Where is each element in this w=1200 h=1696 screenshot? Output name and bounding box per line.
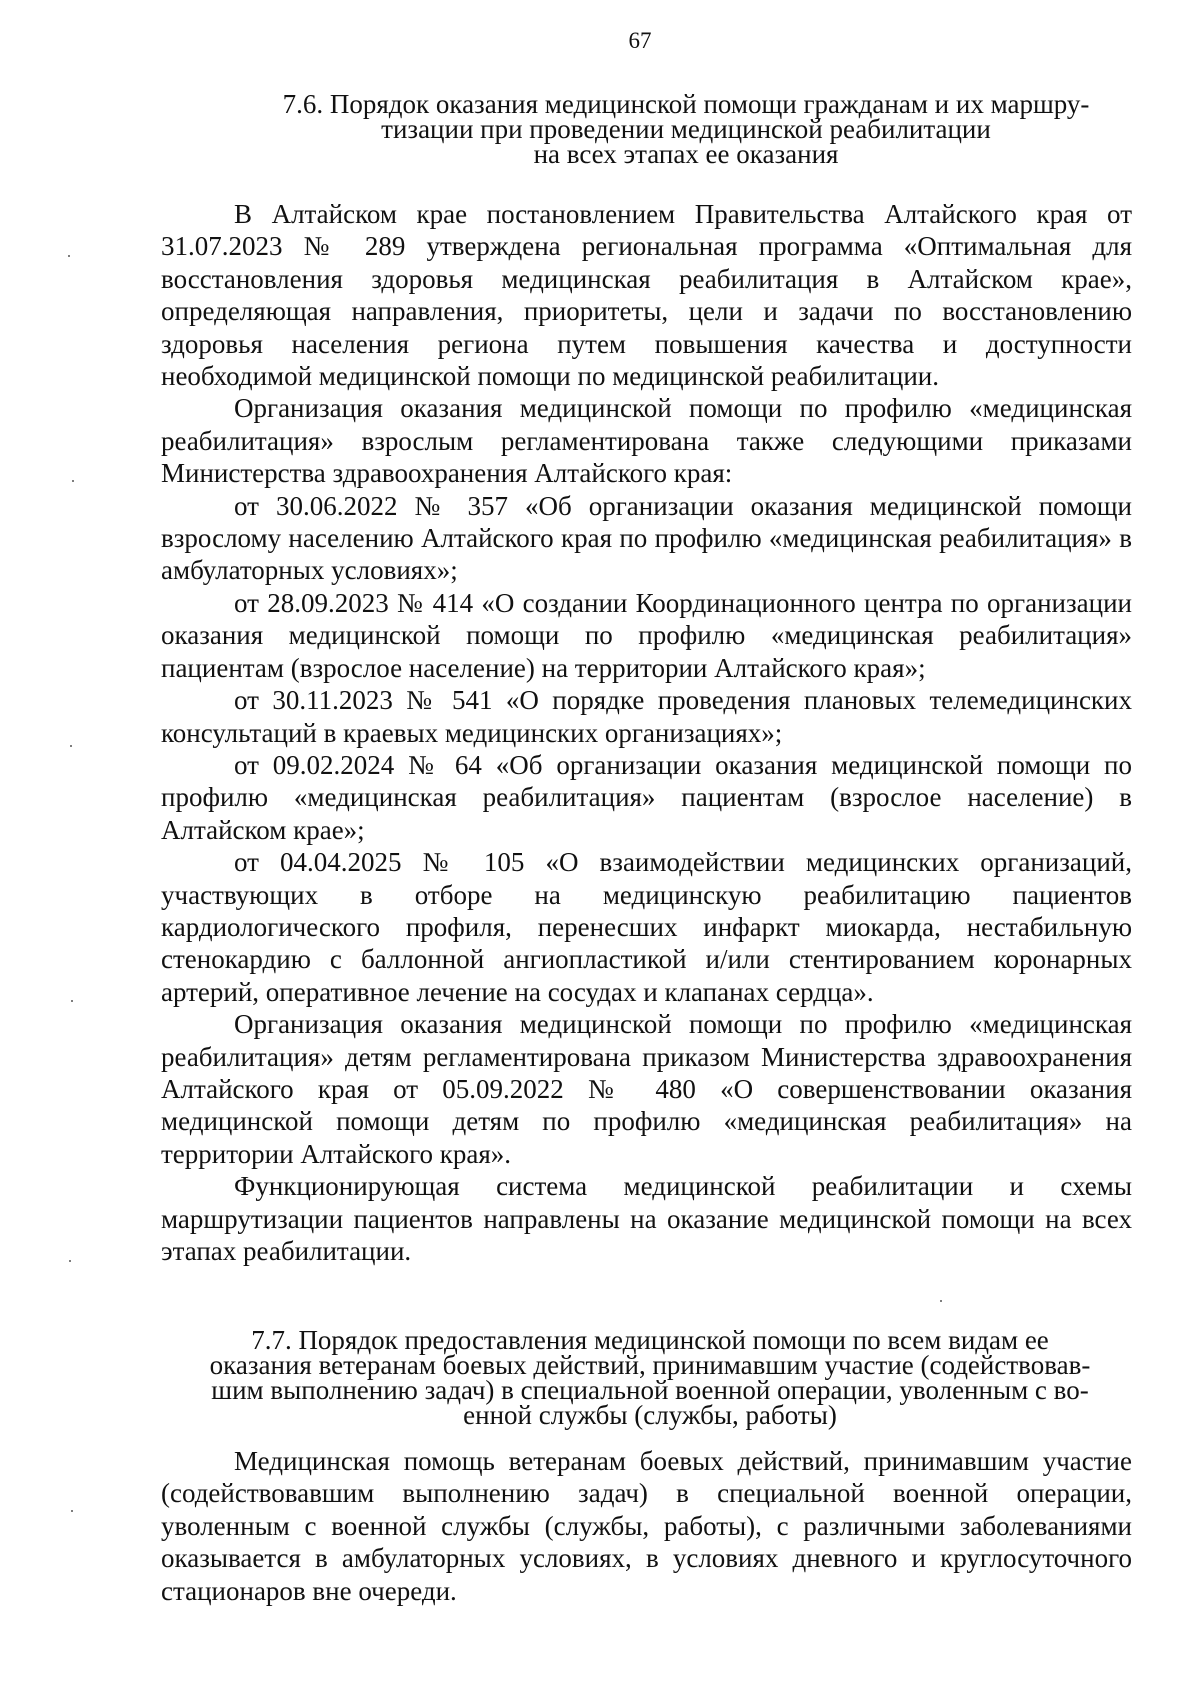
- section-7-7-body: [161, 1445, 1132, 1607]
- paragraph-order-541: от 30.11.2023 № 541 «О порядке проведения плановых телемедицинских консультаций в краевых медицинских организациях»;: [161, 685, 1132, 748]
- scan-speck: [68, 255, 70, 257]
- paragraph-order-357: от 30.06.2022 № 357 «Об организации оказания медицинской помощи взрослому населению Алтайского края по профилю «медицинская реабилитация» в амбулаторных условиях»;: [161, 490, 1132, 586]
- paragraph-order-64: от 09.02.2024 № 64 «Об организации оказания медицинской помощи по профилю «медицинская реабилитация» пациентам (взрослое население) в Алтайском крае»;: [161, 749, 1132, 845]
- section-7-6-heading: [236, 89, 1136, 169]
- paragraph-program: В Алтайском крае постановлением Правительства Алтайского края от 31.07.2023 № 289 утверждена региональная программа «Оптимальная для восстановления здоровья медицинская реабилитация в Алтайском крае», определяющая направления, приоритеты, цели и задачи по восстановлению здоровья населения региона путем повышения качества и доступности необходимой медицинской помощи по медицинской реабилитации.: [161, 199, 1132, 392]
- section-7-6-body: [161, 198, 1132, 1267]
- scan-speck: [71, 1510, 73, 1512]
- heading-line: енной службы (службы, работы): [463, 1400, 837, 1430]
- heading-line: шим выполнению задач) в специальной военной операции, уволенным с во-: [211, 1375, 1089, 1405]
- heading-line: тизации при проведении медицинской реабилитации: [381, 114, 991, 144]
- paragraph-children-order-480: Организация оказания медицинской помощи по профилю «медицинская реабилитация» детям регламентирована приказом Министерства здравоохранения Алтайского края от 05.09.2022 № 480 «О совершенствовании оказания медицинской помощи детям по профилю «медицинская реабилитация» на территории Алтайского края».: [161, 1009, 1132, 1169]
- scan-speck: [69, 1260, 71, 1262]
- scan-speck: [70, 745, 72, 747]
- scan-speck: [940, 1300, 942, 1302]
- section-7-7-heading: [160, 1325, 1140, 1430]
- page-number: 67: [628, 28, 652, 53]
- paragraph-veterans-care: Медицинская помощь ветеранам боевых действий, принимавшим участие (содействовавшим выполнению задач) в специальной военной операции, уволенным с военной службы (службы, работы), с различными заболеваниями оказывается в амбулаторных условиях, в условиях дневного и круглосуточного стационаров вне очереди.: [161, 1446, 1132, 1606]
- scan-speck: [72, 480, 74, 482]
- scan-speck: [71, 1000, 73, 1002]
- heading-line: 7.7. Порядок предоставления медицинской помощи по всем видам ее: [251, 1325, 1049, 1355]
- heading-line: 7.6. Порядок оказания медицинской помощи гражданам и их маршру-: [282, 89, 1090, 119]
- paragraph-order-105: от 04.04.2025 № 105 «О взаимодействии медицинских организаций, участвующих в отборе на медицинскую реабилитацию пациентов кардиологического профиля, перенесших инфаркт миокарда, нестабильную стенокардию с баллонной ангиопластикой и/или стентированием коронарных артерий, оперативное лечение на сосудах и клапанах сердца».: [161, 847, 1132, 1007]
- paragraph-routing-system: Функционирующая система медицинской реабилитации и схемы маршрутизации пациентов направлены на оказание медицинской помощи на всех этапах реабилитации.: [161, 1171, 1132, 1266]
- heading-line: оказания ветеранам боевых действий, принимавшим участие (содействовав-: [209, 1350, 1091, 1380]
- paragraph-adult-orders-intro: Организация оказания медицинской помощи по профилю «медицинская реабилитация» взрослым регламентирована также следующими приказами Министерства здравоохранения Алтайского края:: [161, 393, 1132, 489]
- heading-line: на всех этапах ее оказания: [533, 139, 839, 169]
- paragraph-order-414: от 28.09.2023 № 414 «О создании Координационного центра по организации оказания медицинской помощи по профилю «медицинская реабилитация» пациентам (взрослое население) на территории Алтайского края»;: [161, 587, 1132, 683]
